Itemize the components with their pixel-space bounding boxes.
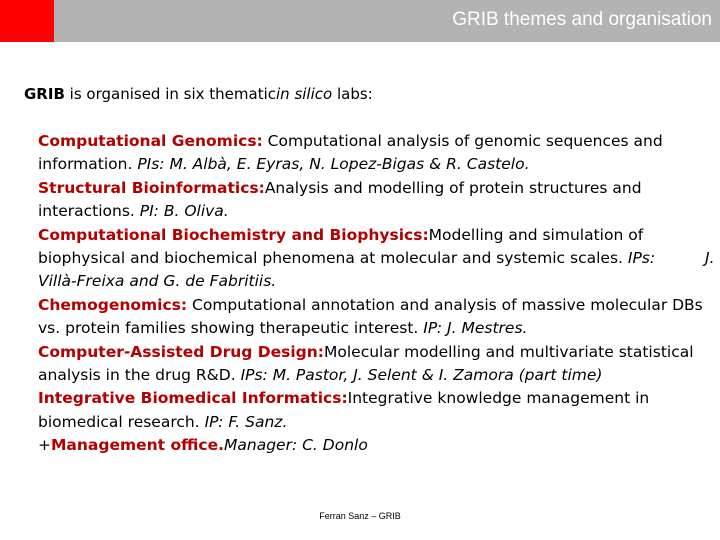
management-line bbox=[38, 434, 720, 457]
lab-chemogenomics-name: Chemogenomics: bbox=[38, 295, 188, 314]
lab-drug-design-pi: IPs: M. Pastor, J. Selent & I. Zamora (part time) bbox=[240, 365, 603, 384]
management-name: Management office. bbox=[51, 436, 225, 455]
intro-sentence bbox=[24, 85, 373, 103]
lab-genomics-line2 bbox=[38, 153, 720, 176]
lab-chemogenomics-line1 bbox=[38, 294, 720, 317]
lab-chemogenomics-desc: Computational annotation and analysis of massive molecular DBs bbox=[187, 295, 703, 314]
lab-biochem-line3 bbox=[38, 270, 720, 293]
lab-drug-design-line2 bbox=[38, 364, 720, 387]
lab-genomics-pi: PIs: M. Albà, E. Eyras, N. Lopez-Bigas & R. Castelo. bbox=[137, 155, 530, 174]
lab-genomics-line1 bbox=[38, 130, 720, 153]
lab-structural-desc2: interactions. bbox=[38, 202, 140, 221]
lab-genomics-desc: Computational analysis of genomic sequences and bbox=[262, 132, 663, 150]
lab-biochem-pi: Villà-Freixa and G. de Fabritiis. bbox=[38, 272, 277, 291]
lab-biomedical-line1 bbox=[38, 387, 720, 410]
lab-biochem-line1 bbox=[38, 224, 720, 247]
management-manager: Manager: C. Donlo bbox=[224, 436, 368, 455]
lab-drug-design-name: Computer-Assisted Drug Design: bbox=[38, 342, 324, 361]
lab-biomedical-desc: Integrative knowledge management in bbox=[347, 389, 650, 408]
slide-title: GRIB themes and organisation bbox=[452, 9, 712, 30]
lab-biochem-pi-initial: J. bbox=[705, 248, 715, 267]
footer: Ferran Sanz – GRIB bbox=[319, 511, 401, 521]
lab-structural-line1 bbox=[38, 177, 720, 200]
intro-tail: labs: bbox=[332, 85, 373, 103]
intro-italic: in silico bbox=[276, 85, 333, 103]
lab-genomics-name: Computational Genomics: bbox=[38, 132, 263, 150]
lab-biochem-desc: Modelling and simulation of bbox=[428, 225, 644, 244]
accent-block bbox=[0, 0, 54, 42]
lab-chemogenomics-pi: IP: J. Mestres. bbox=[423, 319, 528, 338]
lab-biochem-pi-label: IPs: bbox=[627, 248, 656, 267]
lab-biomedical-line2 bbox=[38, 411, 720, 434]
lab-chemogenomics-line2 bbox=[38, 317, 720, 340]
lab-biomedical-name: Integrative Biomedical Informatics: bbox=[38, 389, 348, 408]
lab-chemogenomics-desc2: vs. protein families showing therapeutic interest. bbox=[38, 319, 424, 338]
lab-drug-design-desc2: analysis in the drug R&D. bbox=[38, 365, 241, 384]
lab-structural-line2 bbox=[38, 200, 720, 223]
lab-biomedical-pi: IP: F. Sanz. bbox=[204, 412, 288, 431]
lab-structural-name: Structural Bioinformatics: bbox=[38, 178, 265, 197]
lab-drug-design-line1 bbox=[38, 341, 720, 364]
lab-biomedical-desc2: biomedical research. bbox=[38, 412, 205, 431]
lab-drug-design-desc: Molecular modelling and multivariate statistical bbox=[324, 342, 694, 361]
lab-structural-pi: PI: B. Oliva. bbox=[139, 202, 229, 221]
header-bar bbox=[0, 0, 720, 42]
labs-list bbox=[38, 130, 720, 457]
lab-genomics-desc2: information. bbox=[38, 155, 138, 174]
lab-biochem-name: Computational Biochemistry and Biophysics: bbox=[38, 225, 429, 244]
lab-structural-desc: Analysis and modelling of protein structures and bbox=[264, 178, 642, 197]
management-prefix: + bbox=[38, 436, 51, 455]
intro-text: is organised in six thematic bbox=[64, 85, 276, 103]
lab-biochem-line2 bbox=[38, 247, 720, 270]
lab-biochem-desc2: biophysical and biochemical phenomena at molecular and systemic scales. bbox=[38, 248, 628, 267]
intro-lead: GRIB bbox=[24, 85, 65, 103]
